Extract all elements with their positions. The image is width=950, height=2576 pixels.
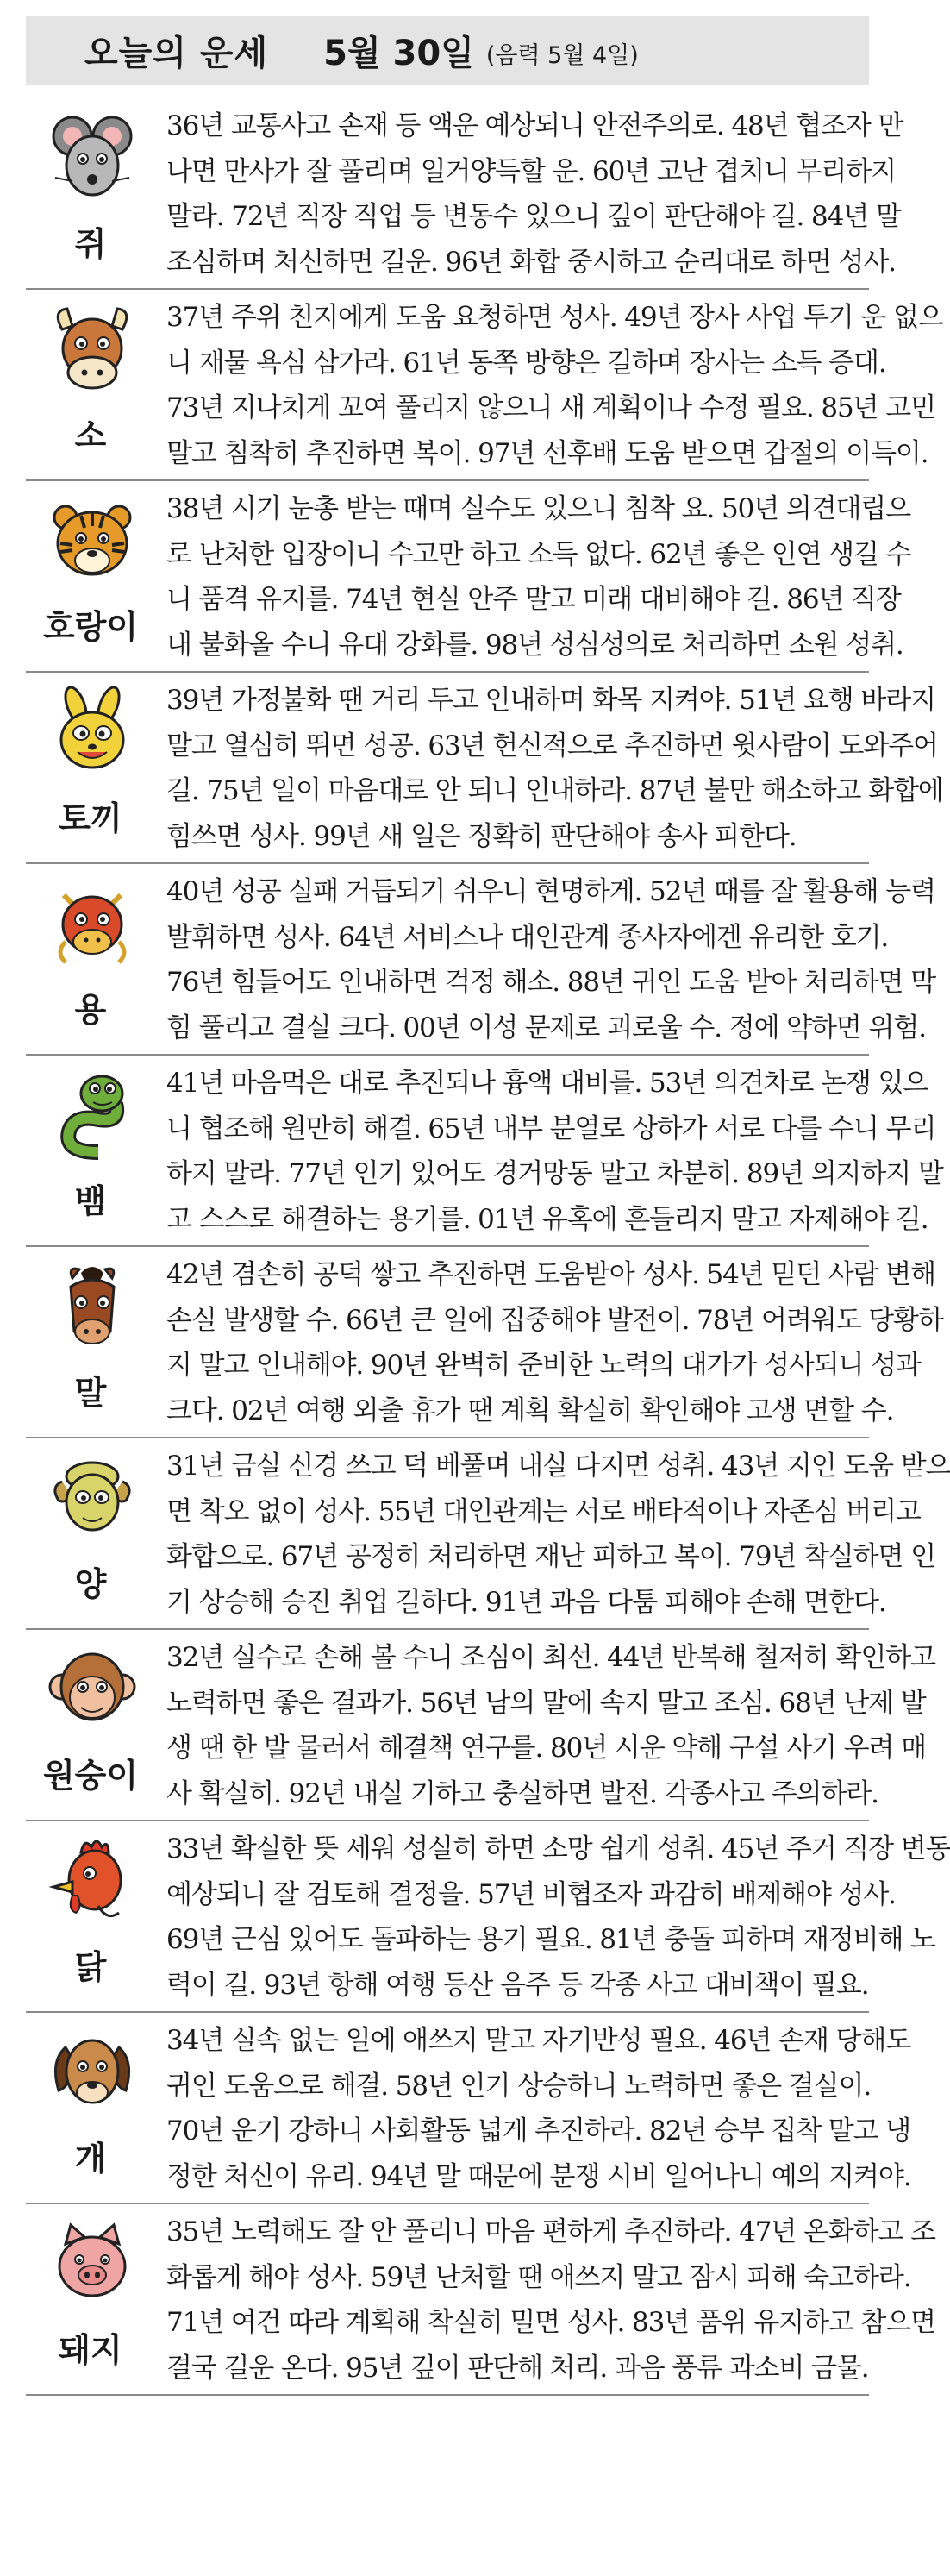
fortune-text [166, 1061, 943, 1242]
fortune-line: 면 착오 없이 성사. 55년 대인관계는 서로 배타적이나 자존심 버리고 [166, 1495, 921, 1527]
fortune-text [166, 1252, 943, 1433]
fortune-line: 76년 힘들어도 인내하면 걱정 해소. 88년 귀인 도움 받아 처리하면 막 [166, 967, 935, 998]
zodiac-name: 소 [74, 417, 107, 454]
fortune-entry [26, 2204, 935, 2396]
sheep-icon [47, 1452, 138, 1544]
fortune-line: 36년 교통사고 손재 등 액운 예상되니 안전주의로. 48년 협조자 만 [166, 110, 903, 141]
fortune-text [166, 869, 935, 1050]
fortune-line: 지 말고 인내해야. 90년 완벽히 준비한 노력의 대가가 성사되니 성과 [166, 1350, 921, 1381]
fortune-line: 화롭게 해야 성사. 59년 난처할 땐 애쓰지 말고 잠시 피해 숙고하라. [166, 2261, 911, 2293]
zodiac-name: 토끼 [59, 799, 122, 837]
fortune-line: 37년 주위 친지에게 도움 요청하면 성사. 49년 장사 사업 투기 운 없으 [166, 302, 943, 333]
dragon-icon [47, 878, 138, 969]
fortune-line: 길. 75년 일이 마음대로 안 되니 인내하라. 87년 불만 해소하고 화합에 [166, 775, 943, 806]
fortune-line: 예상되니 잘 검토해 결정을. 57년 비협조자 과감히 배제해야 성사. [166, 1878, 896, 1910]
zodiac-animal [26, 1438, 166, 1628]
zodiac-animal [26, 673, 166, 862]
zodiac-animal [26, 1821, 166, 2011]
page-title: 오늘의 운세 [84, 33, 269, 73]
fortune-line: 34년 실속 없는 일에 애쓰지 말고 자기반성 필요. 46년 손재 당해도 [166, 2025, 911, 2056]
fortune-text [166, 2018, 911, 2199]
fortune-line: 35년 노력해도 잘 안 풀리니 마음 편하게 추진하라. 47년 온화하고 조 [166, 2216, 935, 2247]
fortune-text [166, 1444, 950, 1625]
fortune-list [26, 98, 950, 2396]
fortune-line: 하지 말라. 77년 인기 있어도 경거망동 말고 차분히. 89년 의지하지 말 [166, 1158, 943, 1189]
rabbit-icon [47, 686, 138, 778]
fortune-line: 발휘하면 성사. 64년 서비스나 대인관계 종사자에겐 유리한 호기. [166, 921, 889, 953]
zodiac-name: 닭 [74, 1948, 107, 1986]
fortune-text [166, 678, 943, 859]
dog-icon [47, 2027, 138, 2118]
zodiac-animal [26, 1247, 166, 1437]
fortune-entry [26, 290, 943, 481]
fortune-line: 니 재물 욕심 삼가라. 61년 동쪽 방향은 길하며 장사는 소득 증대. [166, 347, 886, 379]
zodiac-animal [26, 2204, 166, 2394]
fortune-text [166, 295, 943, 476]
fortune-line: 조심하며 처신하면 길운. 96년 화합 중시하고 순리대로 하면 성사. [166, 246, 896, 278]
fortune-line: 70년 운기 강하니 사회활동 넓게 추진하라. 82년 승부 집착 말고 냉 [166, 2115, 911, 2147]
fortune-entry [26, 98, 903, 290]
zodiac-animal [26, 481, 166, 671]
fortune-entry [26, 1821, 950, 2013]
fortune-line: 정한 처신이 유리. 94년 말 때문에 분쟁 시비 일어나니 예의 지켜야. [166, 2160, 911, 2192]
fortune-entry [26, 1630, 935, 1821]
zodiac-name: 호랑이 [42, 608, 139, 646]
fortune-line: 33년 확실한 뜻 세워 성실히 하면 소망 쉽게 성취. 45년 주거 직장 변동 [166, 1833, 950, 1865]
rooster-icon [47, 1835, 138, 1927]
fortune-entry [26, 673, 943, 864]
fortune-entry [26, 1247, 943, 1438]
fortune-entry [26, 2013, 911, 2204]
fortune-line: 32년 실수로 손해 볼 수니 조심이 최선. 44년 반복해 철저히 확인하고 [166, 1642, 935, 1673]
fortune-line: 손실 발생할 수. 66년 큰 일에 집중해야 발전이. 78년 어려워도 당황하 [166, 1304, 943, 1336]
fortune-entry [26, 481, 911, 673]
fortune-entry [26, 1438, 950, 1630]
zodiac-animal [26, 864, 166, 1054]
fortune-entry [26, 864, 935, 1056]
lunar-date: (음력 5월 4일) [485, 41, 639, 69]
fortune-line: 69년 근심 있어도 돌파하는 용기 필요. 81년 충돌 피하며 재정비해 노 [166, 1924, 935, 1955]
fortune-line: 39년 가정불화 땐 거리 두고 인내하며 화목 지켜야. 51년 요행 바라지 [166, 685, 935, 716]
zodiac-animal [26, 2013, 166, 2203]
fortune-line: 크다. 02년 여행 외출 휴가 땐 계획 확실히 확인해야 고생 면할 수. [166, 1395, 894, 1426]
zodiac-name: 양 [74, 1565, 107, 1603]
monkey-icon [47, 1644, 138, 1735]
rat-icon [47, 112, 138, 204]
fortune-line: 73년 지나치게 꼬여 풀리지 않으니 새 계획이나 수정 필요. 85년 고민 [166, 392, 935, 423]
fortune-text [166, 1827, 950, 2008]
zodiac-name: 돼지 [59, 2331, 122, 2369]
zodiac-animal [26, 1630, 166, 1820]
zodiac-animal [26, 98, 166, 288]
fortune-line: 로 난처한 입장이니 수고만 하고 소득 없다. 62년 좋은 인연 생길 수 [166, 538, 911, 570]
zodiac-name: 원숭이 [42, 1757, 139, 1795]
zodiac-name: 말 [74, 1374, 107, 1412]
zodiac-name: 뱀 [74, 1182, 107, 1220]
fortune-line: 나면 만사가 잘 풀리며 일거양득할 운. 60년 고난 겹치니 무리하지 [166, 155, 896, 187]
tiger-icon [47, 495, 138, 586]
solar-date: 5월 30일 [323, 33, 474, 73]
fortune-header [26, 16, 869, 85]
zodiac-name: 개 [74, 2140, 107, 2178]
fortune-line: 니 품격 유지를. 74년 현실 안주 말고 미래 대비해야 길. 86년 직장 [166, 584, 901, 615]
fortune-line: 결국 길운 온다. 95년 깊이 판단해 처리. 과음 풍류 과소비 금물. [166, 2352, 869, 2384]
fortune-line: 화합으로. 67년 공정히 처리하면 재난 피하고 복이. 79년 착실하면 인 [166, 1541, 935, 1572]
zodiac-name: 쥐 [74, 225, 107, 263]
fortune-line: 귀인 도움으로 해결. 58년 인기 상승하니 노력하면 좋은 결실이. [166, 2070, 872, 2102]
fortune-text [166, 1635, 935, 1816]
horse-icon [47, 1261, 138, 1352]
fortune-line: 힘 풀리고 결실 크다. 00년 이성 문제로 괴로울 수. 정에 약하면 위험. [166, 1012, 926, 1044]
fortune-line: 42년 겸손히 공덕 쌓고 추진하면 도움받아 성사. 54년 믿던 사람 변해 [166, 1259, 935, 1290]
fortune-line: 고 스스로 해결하는 용기를. 01년 유혹에 흔들리지 말고 자제해야 길. [166, 1203, 928, 1235]
fortune-line: 노력하면 좋은 결과가. 56년 남의 말에 속지 말고 조심. 68년 난제 발 [166, 1687, 926, 1719]
fortune-line: 내 불화올 수니 유대 강화를. 98년 성심성의로 처리하면 소원 성취. [166, 629, 903, 661]
fortune-line: 40년 성공 실패 거듭되기 쉬우니 현명하게. 52년 때를 잘 활용해 능력 [166, 876, 935, 907]
fortune-text [166, 2209, 935, 2391]
fortune-line: 말라. 72년 직장 직업 등 변동수 있으니 깊이 판단해야 길. 84년 말 [166, 201, 901, 232]
ox-icon [47, 304, 138, 395]
fortune-entry [26, 1056, 943, 1247]
zodiac-animal [26, 290, 166, 479]
fortune-line: 힘쓰면 성사. 99년 새 일은 정확히 판단해야 송사 피한다. [166, 820, 797, 852]
pig-icon [47, 2218, 138, 2310]
zodiac-name: 용 [74, 991, 107, 1029]
fortune-line: 말고 열심히 뛰면 성공. 63년 헌신적으로 추진하면 윗사람이 도와주어 [166, 730, 938, 762]
fortune-line: 38년 시기 눈총 받는 때며 실수도 있으니 침착 요. 50년 의견대립으 [166, 493, 911, 524]
fortune-line: 력이 길. 93년 항해 여행 등산 음주 등 각종 사고 대비책이 필요. [166, 1969, 869, 2001]
fortune-line: 31년 금실 신경 쓰고 덕 베풀며 내실 다지면 성취. 43년 지인 도움 받으 [166, 1451, 950, 1482]
fortune-line: 기 상승해 승진 취업 길하다. 91년 과음 다툼 피해야 손해 면한다. [166, 1586, 886, 1618]
snake-icon [47, 1069, 138, 1161]
fortune-line: 사 확실히. 92년 내실 기하고 충실하면 발전. 각종사고 주의하라. [166, 1777, 878, 1809]
fortune-line: 니 협조해 원만히 해결. 65년 내부 분열로 상하가 서로 다를 수니 무리 [166, 1113, 936, 1144]
zodiac-animal [26, 1056, 166, 1245]
fortune-text [166, 103, 903, 285]
fortune-line: 말고 침착히 추진하면 복이. 97년 선후배 도움 받으면 갑절의 이득이. [166, 437, 928, 469]
fortune-line: 41년 마음먹은 대로 추진되나 흉액 대비를. 53년 의견차로 논쟁 있으 [166, 1068, 928, 1099]
fortune-line: 71년 여건 따라 계획해 착실히 밀면 성사. 83년 품위 유지하고 참으면 [166, 2307, 935, 2338]
fortune-text [166, 486, 911, 668]
fortune-line: 생 땐 한 발 물러서 해결책 연구를. 80년 시운 약해 구설 사기 우려 매 [166, 1733, 926, 1764]
